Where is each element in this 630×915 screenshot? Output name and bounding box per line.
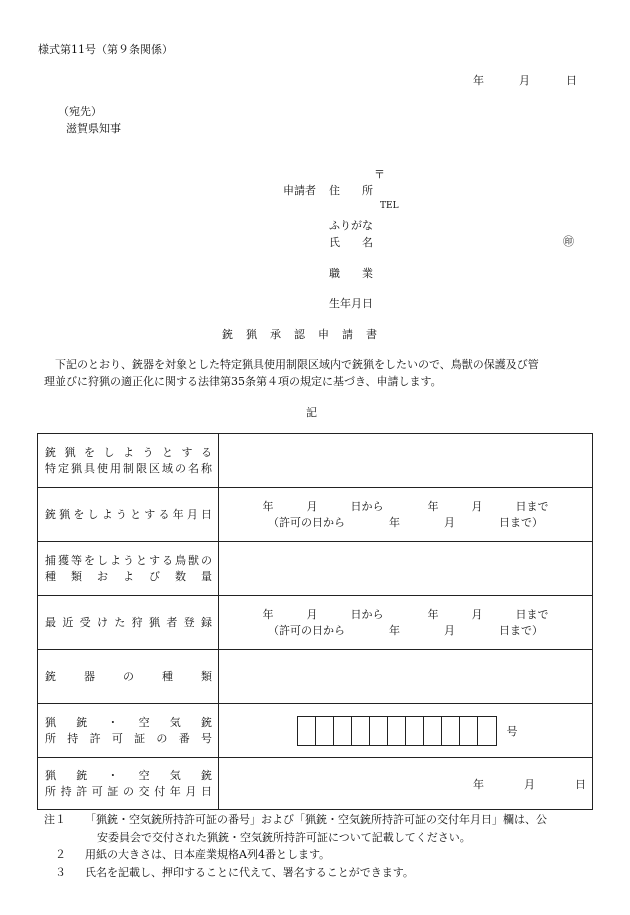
digit-box[interactable]	[388, 717, 406, 745]
name-label: 氏 名	[329, 236, 373, 249]
permit-number-label-cell	[38, 704, 219, 758]
digit-box[interactable]	[478, 717, 496, 745]
game-label-cell	[38, 542, 219, 596]
permit-date-label-cell	[38, 758, 219, 810]
table-row	[38, 758, 593, 810]
permit-date-day: 日	[575, 777, 586, 791]
seal-mark: ㊞	[563, 235, 574, 248]
period-value-cell[interactable]	[219, 488, 593, 542]
period-label: 銃猟をしようとする年月日	[45, 507, 212, 521]
digit-box[interactable]	[460, 717, 478, 745]
date-day-label: 日	[566, 74, 577, 87]
game-value-cell[interactable]	[219, 542, 593, 596]
date-month-label: 月	[519, 74, 530, 87]
permit-date-year: 年	[473, 777, 484, 791]
game-label-line-2: 種類および数量	[45, 569, 212, 583]
permit-date-month: 月	[524, 777, 535, 791]
note-item	[44, 811, 594, 829]
registration-value-cell[interactable]	[219, 596, 593, 650]
note-text: 氏名を記載し、押印することに代えて、署名することができます。	[85, 865, 414, 879]
form-title: 銃 猟 承 認 申 請 書	[222, 328, 378, 341]
digit-box[interactable]	[370, 717, 388, 745]
permit-date-value-cell[interactable]	[219, 758, 593, 810]
game-label-line-1: 捕獲等をしようとする鳥獣の	[45, 553, 212, 567]
digit-box[interactable]	[406, 717, 424, 745]
note-text: 「猟銃・空気銃所持許可証の番号」および「猟銃・空気銃所持許可証の交付年月日」欄は、公	[85, 813, 547, 826]
form-id: 様式第11号（第９条関係）	[38, 43, 173, 56]
gun-type-value-cell[interactable]	[219, 650, 593, 704]
registration-label-cell	[38, 596, 219, 650]
body-text-line-1: 下記のとおり、銃器を対象とした特定猟具使用制限区域内で銃猟をしたいので、鳥獣の保護及び管	[44, 358, 539, 371]
digit-box[interactable]	[442, 717, 460, 745]
application-table	[37, 433, 593, 810]
gun-type-label: 銃器の種類	[45, 669, 212, 683]
period-label-cell	[38, 488, 219, 542]
permit-number-label-line-1: 猟銃・空気銃	[45, 715, 212, 729]
note-text: 用紙の大きさは、日本産業規格A列4番とします。	[85, 848, 331, 861]
registration-label: 最近受けた狩猟者登録	[45, 615, 212, 629]
digit-box[interactable]	[298, 717, 316, 745]
birthdate-label: 生年月日	[329, 297, 373, 310]
address-label: 住 所	[329, 184, 373, 197]
table-row	[38, 596, 593, 650]
date-year-label: 年	[473, 74, 484, 87]
addressee-name: 滋賀県知事	[66, 122, 121, 135]
note-item	[44, 846, 594, 864]
addressee-label: （宛先）	[58, 105, 102, 118]
area-label-line-2: 特定猟具使用制限区域の名称	[45, 461, 212, 475]
area-value-cell[interactable]	[219, 434, 593, 488]
permit-date-label-line-1: 猟銃・空気銃	[45, 768, 212, 782]
digit-box[interactable]	[334, 717, 352, 745]
note-number: ３	[44, 865, 66, 879]
note-number: 注１	[44, 813, 66, 826]
permit-number-label-line-2: 所持許可証の番号	[45, 731, 212, 745]
area-label-cell	[38, 434, 219, 488]
table-row	[38, 542, 593, 596]
period-line-1: 年 月 日から 年 月 日まで	[262, 499, 549, 513]
applicant-label: 申請者	[283, 184, 316, 197]
furigana-label: ふりがな	[329, 219, 373, 232]
ki-label: 記	[306, 406, 317, 419]
notes	[44, 811, 594, 881]
note-item-continuation	[44, 829, 594, 847]
postal-mark: 〒	[374, 168, 385, 181]
table-row	[38, 434, 593, 488]
area-label-line-1: 銃猟をしようとする	[45, 445, 212, 459]
registration-line-2: （許可の日から 年 月 日まで）	[268, 623, 543, 637]
permit-date-label-line-2: 所持許可証の交付年月日	[45, 784, 212, 798]
permit-number-suffix: 号	[506, 724, 518, 738]
note-text-continuation: 安委員会で交付された猟銃・空気銃所持許可証について記載してください。	[97, 830, 471, 844]
period-line-2: （許可の日から 年 月 日まで）	[268, 515, 543, 529]
registration-line-1: 年 月 日から 年 月 日まで	[262, 607, 549, 621]
tel-label: TEL	[380, 201, 399, 211]
note-item	[44, 864, 594, 882]
note-number: ２	[44, 848, 66, 861]
permit-number-value-cell	[219, 704, 593, 758]
digit-box[interactable]	[424, 717, 442, 745]
gun-type-label-cell	[38, 650, 219, 704]
table-row	[38, 650, 593, 704]
occupation-label: 職 業	[329, 267, 373, 280]
body-text-line-2: 理並びに狩猟の適正化に関する法律第35条第４項の規定に基づき、申請します。	[44, 375, 442, 388]
digit-box[interactable]	[316, 717, 334, 745]
table-row	[38, 488, 593, 542]
digit-box[interactable]	[352, 717, 370, 745]
table-row	[38, 704, 593, 758]
permit-number-boxes[interactable]	[297, 716, 497, 746]
